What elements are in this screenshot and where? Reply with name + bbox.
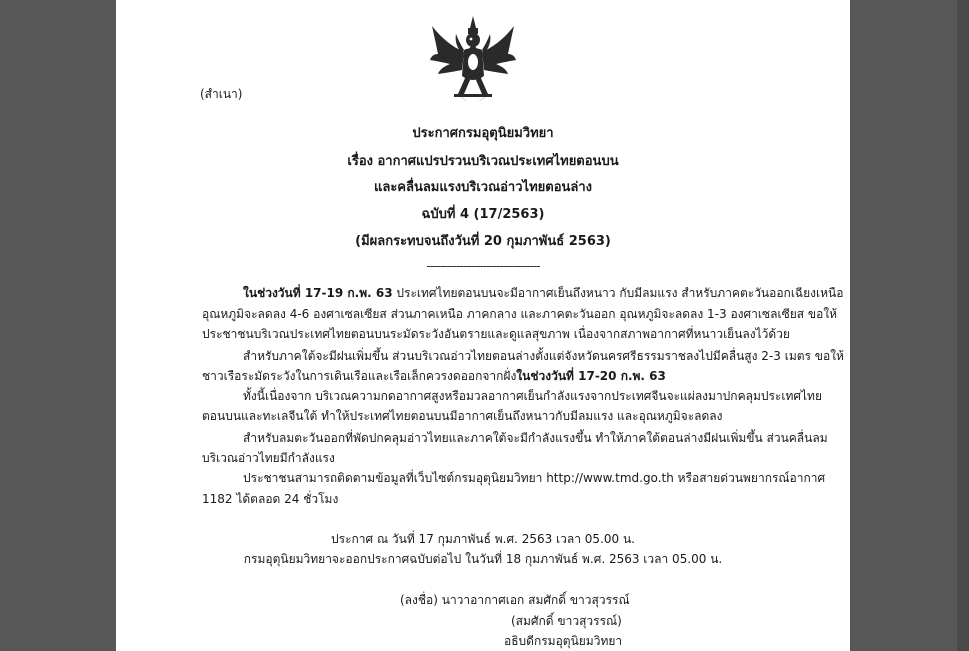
paragraph-1-line-1-text: ประเทศไทยตอนบนจะมีอากาศเย็นถึงหนาว กับมีลมแรง สำหรับภาคตะวันออกเฉียงเหนือ <box>392 286 844 300</box>
paragraph-2-bold: ในช่วงวันที่ 17-20 ก.พ. 63 <box>516 369 666 383</box>
paragraph-2-line-2 <box>202 366 732 386</box>
paragraph-3-line-2: ตอนบนและทะเลจีนใต้ ทำให้ประเทศไทยตอนบนมีอากาศเย็นถึงหนาวกับมีลมแรง และอุณหภูมิจะลดลง <box>202 409 723 423</box>
paragraph-4-line-1: สำหรับลมตะวันออกที่พัดปกคลุมอ่าวไทยและภาคใต้จะมีกำลังแรงขึ้น ทำให้ภาคใต้ตอนล่างมีฝนเพิ่มขึ้น ส่วนคลื่นลม <box>243 431 828 445</box>
paragraph-1-line-2: อุณหภูมิจะลดลง 4-6 องศาเซลเซียส ส่วนภาคเหนือ ภาคกลาง และภาคตะวันออก อุณหภูมิจะลดลง 1-3 องศาเซลเซียส ขอให้ <box>202 307 838 321</box>
signer-name: (สมศักดิ์ ขาวสุวรรณ์) <box>511 614 622 628</box>
paragraph-5-line-1: ประชาชนสามารถติดตามข้อมูลที่เว็บไซต์กรมอุตุนิยมวิทยา http://www.tmd.go.th หรือสายด่วนพยากรณ์อากาศ <box>243 471 826 485</box>
issue-number: ฉบับที่ 4 (17/2563) <box>421 207 545 222</box>
paragraph-4-line-2: บริเวณอ่าวไทยมีกำลังแรง <box>202 451 335 465</box>
subject-line-1: เรื่อง อากาศแปรปรวนบริเวณประเทศไทยตอนบน <box>347 154 619 169</box>
paragraph-3-line-1: ทั้งนี้เนื่องจาก บริเวณความกดอากาศสูงหรือมวลอากาศเย็นกำลังแรงจากประเทศจีนจะแผ่ลงมาปกคลุมประเทศไทย <box>243 389 822 403</box>
scrollbar[interactable] <box>957 0 969 651</box>
garuda-emblem-icon <box>428 14 518 110</box>
paragraph-1-lead: ในช่วงวันที่ 17-19 ก.พ. 63 <box>243 286 393 300</box>
effective-until: (มีผลกระทบจนถึงวันที่ 20 กุมภาพันธ์ 2563) <box>355 234 611 249</box>
announcement-date: ประกาศ ณ วันที่ 17 กุมภาพันธ์ พ.ศ. 2563 เวลา 05.00 น. <box>331 532 635 546</box>
paragraph-2-line-2-text: ชาวเรือระมัดระวังในการเดินเรือและเรือเล็กควรงดออกจากฝั่ง <box>202 369 517 383</box>
subject-line-2: และคลื่นลมแรงบริเวณอ่าวไทยตอนล่าง <box>373 180 593 195</box>
paragraph-2-line-1: สำหรับภาคใต้จะมีฝนเพิ่มขึ้น ส่วนบริเวณอ่าวไทยตอนล่างตั้งแต่จังหวัดนครศรีธรรมราชลงไปมีคลื่นสูง 2-3 เมตร ขอให้ <box>243 349 844 363</box>
signature-line: (ลงชื่อ) นาวาอากาศเอก สมศักดิ์ ขาวสุวรรณ์ <box>400 593 630 607</box>
divider: ---------------------------------- <box>426 259 540 273</box>
document-title: ประกาศกรมอุตุนิยมวิทยา <box>412 126 554 141</box>
paragraph-1-line-3: ประชาชนบริเวณประเทศไทยตอนบนระมัดระวังอันตรายและดูแลสุขภาพ เนื่องจากสภาพอากาศที่หนาวเย็นลงไว้ด้วย <box>202 327 790 341</box>
document-page <box>116 0 850 651</box>
paragraph-1-line-1 <box>243 283 844 303</box>
paragraph-5-line-2: 1182 ได้ตลอด 24 ชั่วโมง <box>202 492 339 506</box>
copy-label: (สำเนา) <box>200 87 243 101</box>
next-issue-note: กรมอุตุนิยมวิทยาจะออกประกาศฉบับต่อไป ในวันที่ 18 กุมภาพันธ์ พ.ศ. 2563 เวลา 05.00 น. <box>243 552 723 566</box>
signer-position: อธิบดีกรมอุตุนิยมวิทยา <box>504 634 623 648</box>
